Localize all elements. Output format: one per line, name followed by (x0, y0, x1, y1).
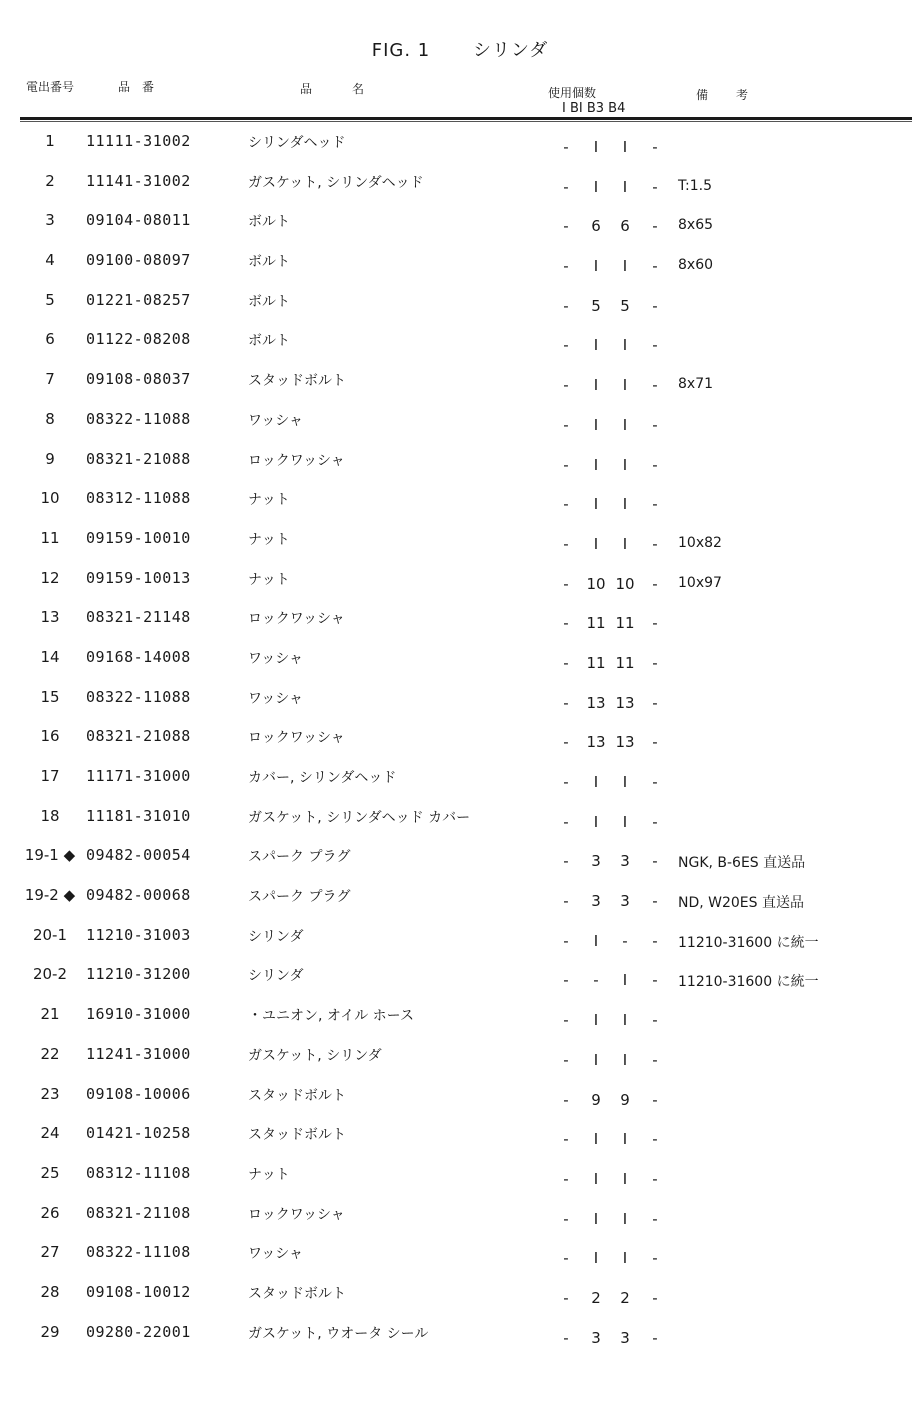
part-name: スパーク プラグ (248, 849, 351, 866)
qty-cell: 3 (591, 852, 601, 871)
parts-table (0, 120, 920, 1350)
item-number: 24 (40, 1124, 60, 1143)
part-number: 09280-22001 (86, 1322, 191, 1341)
qty-cell: - (652, 1169, 658, 1188)
table-row (0, 795, 920, 835)
qty-cell: 5 (620, 296, 630, 315)
part-name: ロックワッシャ (248, 1206, 345, 1223)
remarks: 8x60 (678, 257, 714, 274)
qty-cell: I (622, 336, 628, 355)
table-row (0, 636, 920, 676)
qty-cell: I (622, 1209, 628, 1228)
qty-cell: 3 (620, 1328, 630, 1347)
qty-cell: I (622, 257, 628, 276)
qty-cell: - (652, 733, 658, 752)
qty-cell: - (563, 773, 569, 791)
qty-cell: - (652, 1328, 658, 1347)
part-name: シリンダ (248, 928, 304, 945)
qty-cell: 2 (620, 1288, 630, 1307)
qty-cell: - (652, 336, 658, 355)
qty-cell: I (593, 812, 599, 831)
table-row (0, 1033, 920, 1073)
qty-cell: I (622, 812, 628, 831)
qty-cell: - (652, 495, 658, 514)
part-name: スタッドボルト (248, 1127, 346, 1144)
qty-cell: - (652, 138, 658, 156)
qty-cell: - (652, 773, 658, 791)
part-number: 08321-21108 (86, 1203, 191, 1222)
item-number: 6 (45, 330, 55, 349)
qty-cell: 13 (615, 693, 635, 712)
part-name: ・ユニオン, オイル ホース (248, 1008, 414, 1025)
qty-cell: I (622, 1169, 628, 1188)
qty-cell: I (593, 931, 599, 950)
qty-cell: - (652, 1209, 658, 1228)
remarks: T:1.5 (678, 177, 712, 194)
part-number: 08321-21088 (86, 727, 191, 746)
part-number: 08321-21088 (86, 449, 191, 468)
qty-cell: - (563, 812, 569, 831)
qty-cell: - (593, 971, 599, 990)
qty-cell: - (652, 653, 658, 672)
table-row (0, 120, 920, 160)
header-no: 電出番号 (26, 80, 75, 94)
qty-cell: - (652, 1288, 658, 1307)
qty-cell: - (652, 177, 658, 196)
table-row (0, 398, 920, 438)
part-name: スタッドボルト (248, 1087, 346, 1104)
table-row (0, 557, 920, 597)
qty-cell: 10 (615, 574, 635, 593)
remarks: NGK, B-6ES 直送品 (678, 855, 806, 872)
part-name: スタッドボルト (248, 373, 346, 390)
qty-cell: - (563, 257, 569, 276)
qty-cell: I (593, 773, 599, 791)
table-row (0, 239, 920, 279)
table-row (0, 834, 920, 874)
qty-cell: - (652, 376, 658, 395)
item-number: 23 (40, 1084, 60, 1103)
item-number: 26 (40, 1203, 60, 1222)
part-number: 08312-11088 (86, 489, 191, 508)
qty-cell: - (563, 138, 569, 156)
qty-cell: - (563, 1090, 569, 1109)
table-row (0, 1271, 920, 1311)
qty-cell: - (652, 1130, 658, 1149)
part-number: 09159-10010 (86, 528, 191, 547)
qty-cell: I (622, 971, 628, 990)
part-number: 09100-08097 (86, 251, 191, 270)
qty-cell: - (563, 1169, 569, 1188)
remarks: 11210-31600 に統一 (678, 934, 819, 951)
qty-cell: - (563, 1130, 569, 1149)
qty-cell: - (563, 495, 569, 514)
qty-cell: I (622, 1249, 628, 1268)
qty-cell: I (593, 1011, 599, 1030)
qty-cell: - (563, 931, 569, 950)
item-number: 17 (40, 767, 60, 785)
item-number: 5 (45, 290, 55, 309)
item-number: 21 (40, 1005, 60, 1024)
figure-number: FIG. 1 (371, 40, 431, 61)
qty-cell: - (563, 217, 569, 236)
qty-cell: - (563, 1288, 569, 1307)
item-number: 4 (45, 251, 55, 270)
part-name: ワッシャ (248, 1246, 304, 1263)
part-name: ナット (248, 571, 290, 588)
table-row (0, 596, 920, 636)
part-number: 08321-21148 (86, 608, 191, 627)
qty-cell: - (652, 693, 658, 712)
item-number: 27 (40, 1243, 60, 1262)
remarks: ND, W20ES 直送品 (678, 895, 804, 912)
item-number: 2 (45, 171, 55, 190)
item-number: 20-1 (32, 925, 68, 944)
part-number: 09104-08011 (86, 211, 191, 230)
part-name: ワッシャ (248, 650, 304, 667)
item-number: 12 (40, 568, 60, 587)
qty-cell: - (563, 455, 569, 474)
qty-cell: I (593, 138, 599, 156)
table-row (0, 1152, 920, 1192)
qty-cell: 11 (586, 653, 606, 672)
qty-cell: - (563, 415, 569, 434)
item-number: 19-1 ◆ (24, 846, 76, 865)
header-remarks: 備 考 (696, 88, 757, 102)
part-number: 16910-31000 (86, 1005, 191, 1024)
qty-cell: 6 (620, 217, 630, 236)
item-number: 18 (40, 806, 60, 825)
part-name: ボルト (248, 293, 290, 310)
part-name: ガスケット, シリンダ (248, 1047, 382, 1064)
qty-cell: - (563, 177, 569, 196)
part-number: 09108-10006 (86, 1084, 191, 1103)
qty-cell: I (622, 376, 628, 395)
part-name: ガスケット, ウオータ シール (248, 1325, 429, 1342)
qty-cell: - (652, 1011, 658, 1030)
qty-cell: - (563, 693, 569, 712)
table-row (0, 318, 920, 358)
item-number: 10 (40, 489, 60, 508)
item-number: 1 (45, 132, 55, 150)
remarks: 8x71 (678, 376, 714, 393)
qty-cell: - (652, 574, 658, 593)
item-number: 14 (40, 647, 60, 666)
qty-cell: 3 (591, 892, 601, 911)
table-row (0, 1231, 920, 1271)
part-number: 08322-11088 (86, 687, 191, 706)
item-number: 19-2 ◆ (24, 886, 76, 905)
qty-cell: - (563, 1328, 569, 1347)
table-row (0, 438, 920, 478)
page-title (0, 36, 920, 62)
qty-cell: - (652, 1249, 658, 1268)
part-name: ロックワッシャ (248, 452, 345, 469)
part-name: ワッシャ (248, 690, 304, 707)
qty-cell: - (563, 534, 569, 553)
table-row (0, 1073, 920, 1113)
qty-cell: 5 (591, 296, 601, 315)
part-number: 09482-00068 (86, 886, 191, 905)
qty-cell: 3 (620, 852, 630, 871)
qty-cell: I (593, 376, 599, 395)
table-row (0, 517, 920, 557)
part-number: 08312-11108 (86, 1163, 191, 1182)
qty-cell: - (652, 296, 658, 315)
part-name: ワッシャ (248, 412, 304, 429)
header-qty-sub: I BI B3 B4 (562, 101, 626, 116)
qty-cell: I (622, 455, 628, 474)
part-number: 11141-31002 (86, 171, 191, 190)
qty-cell: I (593, 1209, 599, 1228)
qty-cell: - (652, 455, 658, 474)
qty-cell: - (563, 376, 569, 395)
qty-cell: - (652, 415, 658, 434)
part-name: ボルト (248, 214, 290, 231)
part-number: 08322-11088 (86, 409, 191, 428)
qty-cell: 13 (615, 733, 635, 752)
table-row (0, 874, 920, 914)
item-number: 9 (45, 449, 55, 468)
table-row (0, 676, 920, 716)
part-name: カバー, シリンダヘッド (248, 770, 397, 786)
item-number: 20-2 (32, 965, 68, 984)
item-number: 16 (40, 727, 60, 746)
qty-cell: - (563, 852, 569, 871)
item-number: 15 (40, 687, 60, 706)
item-number: 25 (40, 1163, 60, 1182)
part-name: シリンダヘッド (248, 135, 346, 151)
header-part-number: 品 番 (118, 80, 155, 94)
qty-cell: - (563, 653, 569, 672)
table-row (0, 755, 920, 795)
qty-cell: I (593, 455, 599, 474)
qty-cell: - (563, 971, 569, 990)
qty-cell: I (593, 336, 599, 355)
part-number: 09482-00054 (86, 846, 191, 865)
table-row (0, 477, 920, 517)
table-row (0, 279, 920, 319)
qty-cell: I (593, 1249, 599, 1268)
qty-cell: - (563, 614, 569, 633)
part-number: 09159-10013 (86, 568, 191, 587)
item-number: 28 (40, 1282, 60, 1301)
qty-cell: - (652, 1090, 658, 1109)
qty-cell: - (622, 931, 628, 950)
qty-cell: - (563, 1209, 569, 1228)
qty-cell: - (563, 1011, 569, 1030)
remarks: 10x97 (678, 574, 722, 591)
qty-cell: I (593, 177, 599, 196)
item-number: 29 (40, 1322, 60, 1341)
part-name: スパーク プラグ (248, 889, 351, 906)
qty-cell: 9 (591, 1090, 601, 1109)
item-number: 13 (40, 608, 60, 627)
qty-cell: I (593, 415, 599, 434)
qty-cell: 3 (620, 892, 630, 911)
table-row (0, 715, 920, 755)
qty-cell: 13 (586, 733, 606, 752)
part-number: 11241-31000 (86, 1044, 191, 1063)
qty-cell: 9 (620, 1090, 630, 1109)
remarks: 10x82 (678, 534, 722, 551)
qty-cell: 6 (591, 217, 601, 236)
part-number: 01221-08257 (86, 290, 191, 309)
part-number: 11111-31002 (86, 132, 191, 150)
part-name: ロックワッシャ (248, 611, 345, 628)
qty-cell: - (563, 1050, 569, 1069)
part-name: ナット (248, 492, 290, 509)
table-row (0, 199, 920, 239)
qty-cell: - (652, 892, 658, 911)
item-number: 7 (45, 370, 55, 389)
table-row (0, 358, 920, 398)
table-row (0, 160, 920, 200)
qty-cell: - (563, 733, 569, 752)
qty-cell: I (622, 1130, 628, 1149)
qty-cell: - (563, 296, 569, 315)
qty-cell: - (652, 1050, 658, 1069)
qty-cell: - (652, 534, 658, 553)
qty-cell: - (652, 971, 658, 990)
table-row (0, 1311, 920, 1351)
qty-cell: 13 (586, 693, 606, 712)
qty-cell: I (622, 415, 628, 434)
table-row (0, 993, 920, 1033)
part-name: シリンダ (248, 968, 304, 985)
header-part-name: 品 名 (300, 82, 379, 96)
qty-cell: - (652, 217, 658, 236)
qty-cell: 3 (591, 1328, 601, 1347)
qty-cell: I (622, 773, 628, 791)
qty-cell: - (652, 852, 658, 871)
part-number: 09168-14008 (86, 647, 191, 666)
qty-cell: - (652, 257, 658, 276)
qty-cell: 11 (615, 614, 635, 633)
part-name: ガスケット, シリンダヘッド カバー (248, 809, 471, 826)
part-number: 11210-31200 (86, 965, 191, 984)
table-row (0, 1112, 920, 1152)
qty-cell: I (622, 534, 628, 553)
item-number: 22 (40, 1044, 60, 1063)
part-number: 01421-10258 (86, 1124, 191, 1143)
remarks: 11210-31600 に統一 (678, 974, 819, 991)
qty-cell: - (563, 1249, 569, 1268)
part-name: ボルト (248, 254, 290, 271)
qty-cell: I (622, 177, 628, 196)
qty-cell: I (593, 257, 599, 276)
item-number: 3 (45, 211, 55, 230)
qty-cell: I (593, 495, 599, 514)
qty-cell: - (652, 614, 658, 633)
table-row (0, 1192, 920, 1232)
figure-name: シリンダ (472, 40, 549, 61)
qty-cell: - (563, 336, 569, 355)
remarks: 8x65 (678, 217, 714, 234)
qty-cell: I (593, 1169, 599, 1188)
part-number: 11181-31010 (86, 806, 191, 825)
item-number: 11 (40, 528, 60, 547)
qty-cell: I (593, 534, 599, 553)
table-row (0, 914, 920, 954)
part-number: 11171-31000 (86, 767, 191, 785)
header-qty: 使用個数 (548, 86, 597, 100)
qty-cell: 11 (615, 653, 635, 672)
qty-cell: 10 (586, 574, 606, 593)
part-name: ガスケット, シリンダヘッド (248, 174, 424, 191)
qty-cell: - (563, 574, 569, 593)
part-name: ナット (248, 1166, 290, 1183)
qty-cell: - (652, 931, 658, 950)
qty-cell: 11 (586, 614, 606, 633)
qty-cell: I (622, 1050, 628, 1069)
qty-cell: 2 (591, 1288, 601, 1307)
part-number: 08322-11108 (86, 1243, 191, 1262)
qty-cell: I (622, 1011, 628, 1030)
part-name: ボルト (248, 333, 290, 350)
part-number: 01122-08208 (86, 330, 191, 349)
qty-cell: I (593, 1050, 599, 1069)
qty-cell: I (593, 1130, 599, 1149)
qty-cell: - (563, 892, 569, 911)
qty-cell: I (622, 138, 628, 156)
part-name: スタッドボルト (248, 1285, 346, 1302)
part-number: 11210-31003 (86, 925, 191, 944)
qty-cell: - (652, 812, 658, 831)
part-name: ナット (248, 531, 290, 548)
item-number: 8 (45, 409, 55, 428)
table-row (0, 953, 920, 993)
part-number: 09108-10012 (86, 1282, 191, 1301)
part-name: ロックワッシャ (248, 730, 345, 747)
part-number: 09108-08037 (86, 370, 191, 389)
qty-cell: I (622, 495, 628, 514)
